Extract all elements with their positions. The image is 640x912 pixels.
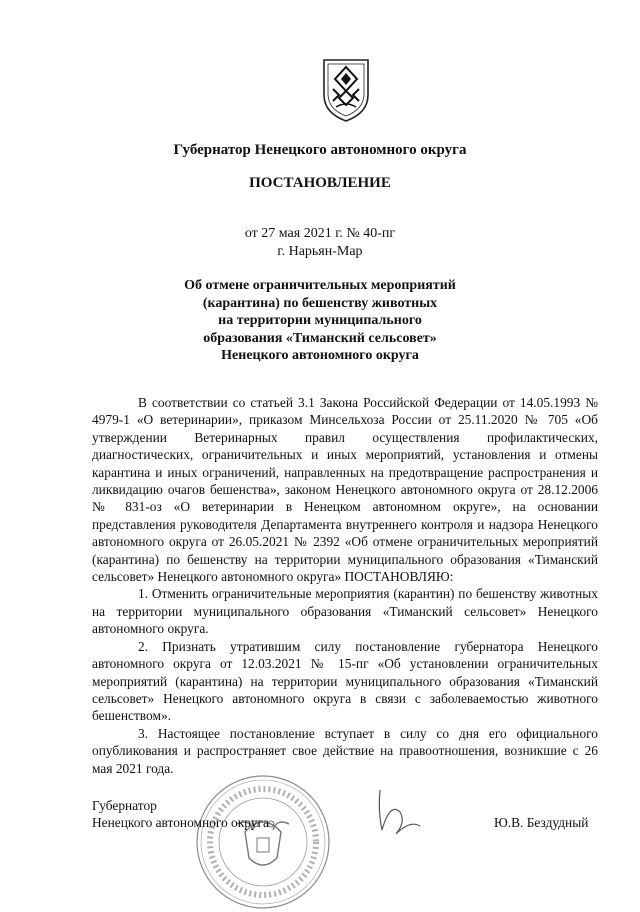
official-seal-icon [193, 772, 333, 912]
signature-scribble [360, 782, 430, 842]
title-line: образования «Тиманский сельсовет» [203, 330, 437, 346]
issuing-authority: Губернатор Ненецкого автономного округа [173, 142, 467, 158]
signatory-position-line: Ненецкого автономного округа [92, 815, 269, 831]
clause-2: 2. Признать утратившим силу постановление губернатора Ненецкого автономного округа от 12.03.2021 № 15-пг «Об установлении ограничительных мероприятий (карантина) на территории муниципального образования «Тиманский сельсовет» Ненецкого автономного округа в связи с заболеваемостью животного бешенством». [92, 638, 598, 724]
city: г. Нарьян-Мар [277, 244, 363, 259]
title-line: Ненецкого автономного округа [221, 348, 419, 363]
document-body [92, 394, 598, 777]
title-line: Об отмене ограничительных мероприятий [184, 278, 456, 293]
clause-1: 1. Отменить ограничительные мероприятия (карантин) по бешенству животных на территории муниципального образования «Тиманский сельсовет» Ненецкого автономного округа. [92, 586, 598, 637]
document-title [0, 277, 640, 365]
date-and-number: от 27 мая 2021 г. № 40-пг [244, 226, 396, 241]
clause-3: 3. Настоящее постановление вступает в силу со дня его официального опубликования и распространяет свое действие на правоотношения, возникшие с 26 мая 2021 года. [92, 725, 598, 776]
coat-of-arms-icon [321, 57, 371, 123]
title-line: (карантина) по бешенству животных [202, 295, 438, 311]
signatory-position-line: Губернатор [92, 798, 157, 813]
preamble-paragraph: В соответствии со статьей 3.1 Закона Российской Федерации от 14.05.1993 № 4979-1 «О ветеринарии», приказом Минсельхоза России от 25.11.2020 № 705 «Об утверждении Ветеринарных правил осуществления профилактических, диагностических, ограничительных и иных мероприятий, установления и отмены карантина и иных ограничений, направленных на предотвращение распространения и ликвидацию очагов бешенства», законом Ненецкого автономного округа от 28.12.2006 № 831-оз «О ветеринарии в Ненецком автономном округе», на основании представления руководителя Департамента внутреннего контроля и надзора Ненецкого автономного округа от 26.05.2021 № 2392 «Об отмене ограничительных мероприятий (карантина) по бешенству на территории муниципального образования «Тиманский сельсовет» Ненецкого автономного округа» ПОСТАНОВЛЯЮ: [92, 395, 598, 585]
document-type: ПОСТАНОВЛЕНИЕ [249, 175, 391, 191]
title-line: на территории муниципального [218, 313, 422, 328]
signatory-position [92, 797, 269, 832]
signatory-name: Ю.В. Бездудный [494, 815, 589, 830]
